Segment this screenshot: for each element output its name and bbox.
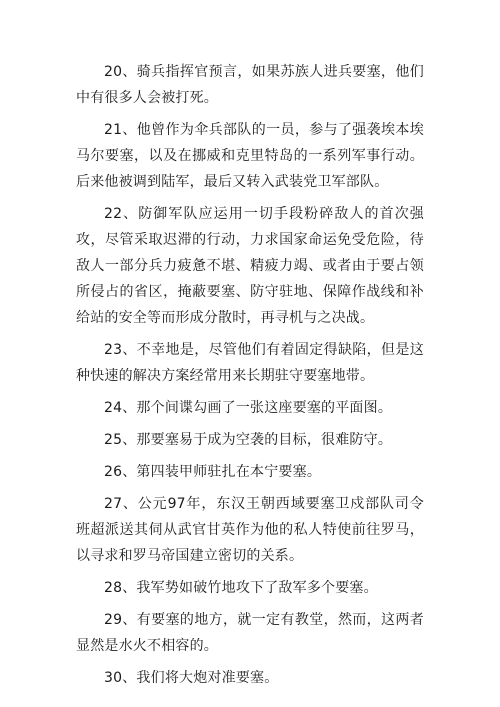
paragraph-22: 22、防御军队应运用一切手段粉碎敌人的首次强攻，尽管采取迟滞的行动，力求国家命运免受危险，待敌人一部分兵力疲惫不堪、精疲力竭、或者由于要占领所侵占的省区，掩蔽要塞、防守驻地、保障作战线和补给站的安全等而形成分散时，再寻机与之决战。 [76, 206, 424, 326]
paragraph-21: 21、他曾作为伞兵部队的一员，参与了强袭埃本埃马尔要塞，以及在挪威和克里特岛的一系列军事行动。后来他被调到陆军，最后又转入武装党卫军部队。 [76, 122, 424, 190]
paragraph-26: 26、第四装甲师驻扎在本宁要塞。 [104, 464, 322, 480]
paragraph-29: 29、有要塞的地方，就一定有教堂，然而，这两者显然是水火不相容的。 [76, 612, 424, 654]
paragraph-24: 24、那个间谍勾画了一张这座要塞的平面图。 [104, 400, 393, 416]
paragraph-23: 23、不幸地是，尽管他们有着固定得缺陷，但是这种快速的解决方案经常用来长期驻守要塞地带。 [76, 342, 424, 384]
paragraph-20: 20、骑兵指挥官预言，如果苏族人进兵要塞，他们中有很多人会被打死。 [76, 64, 424, 106]
paragraph-25: 25、那要塞易于成为空袭的目标，很难防守。 [104, 432, 393, 448]
document-body [76, 59, 424, 697]
paragraph-27: 27、公元97年，东汉王朝西域要塞卫戍部队司令班超派送其伺从武官甘英作为他的私人特使前往罗马，以寻求和罗马帝国建立密切的关系。 [76, 496, 424, 564]
paragraph-28: 28、我军势如破竹地攻下了敌军多个要塞。 [104, 580, 378, 596]
paragraph-30: 30、我们将大炮对准要塞。 [104, 670, 279, 686]
